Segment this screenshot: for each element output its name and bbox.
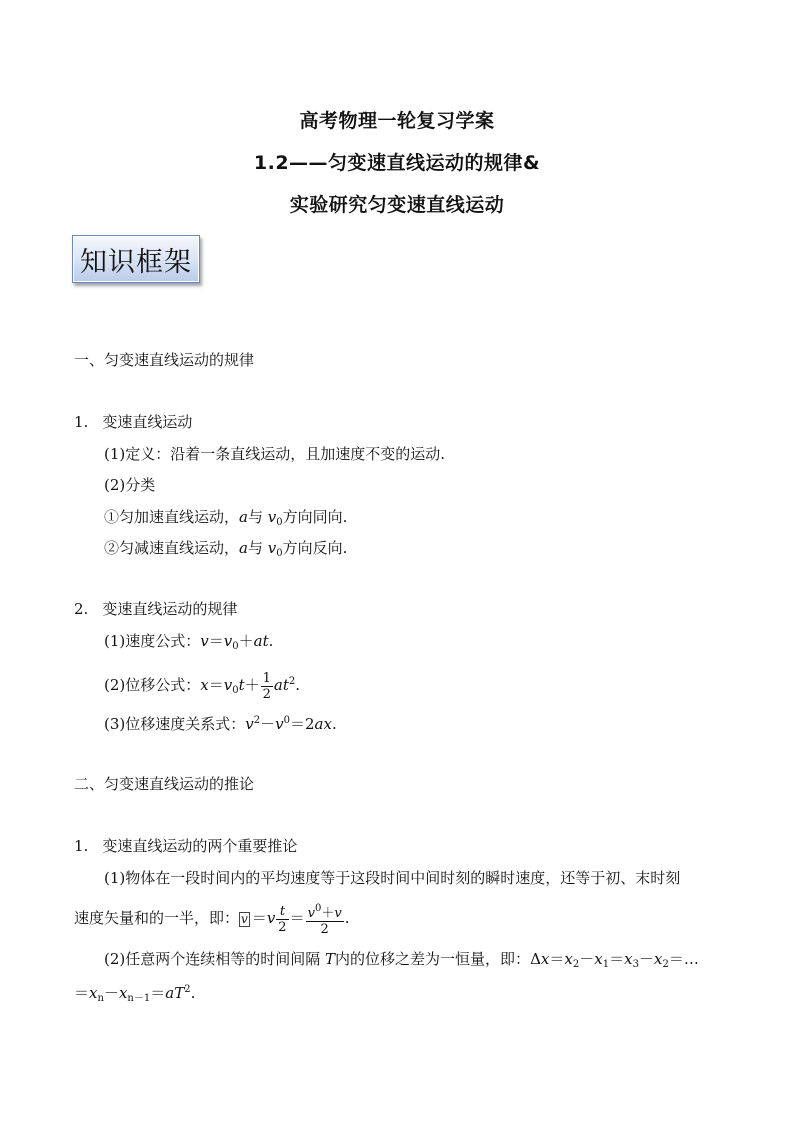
badge-label: 知识框架 — [80, 246, 192, 278]
definition-line: (1)定义：沿着一条直线运动，且加速度不变的运动. — [104, 445, 446, 463]
classification-line: (2)分类 — [104, 476, 156, 494]
average-velocity-symbol: v — [241, 912, 248, 926]
displacement-formula: (2)位移公式：$x=v_0t+$ $\frac{1}{2}$ $at^2$. — [104, 670, 301, 702]
item-number: 1. — [74, 837, 89, 855]
inference-2-line-2: $=x_n-x_{n-1}=aT^2$. — [74, 984, 196, 1004]
section-2-heading: 二、匀变速直线运动的推论 — [74, 775, 255, 793]
item-title: 变速直线运动的两个重要推论 — [102, 837, 298, 855]
inference-1-line-1: (1)物体在一段时间内的平均速度等于这段时间中间时刻的瞬时速度，还等于初、末时刻 — [104, 869, 681, 887]
inference-2-line-1: (2)任意两个连续相等的时间间隔 T内的位移之差为一恒量，即：$\Delta x=x_2-x_1=x_3-x_2=\dots$ — [104, 950, 699, 970]
decel-line: ②匀减速直线运动，a与 $v_0$方向反向. — [104, 539, 348, 559]
knowledge-framework-badge — [72, 235, 200, 283]
doc-subtitle-2: 实验研究匀变速直线运动 — [289, 194, 505, 216]
velocity-formula: (1)速度公式：$v=v_0+at$. — [104, 632, 274, 652]
accel-line: ①匀加速直线运动，a与 $v_0$方向同向. — [104, 508, 348, 528]
inference-1-line-2: 速度矢量和的一半，即： v ＝v $\frac{t}{2}$ ＝ $\frac{v^0+v}{2}$ . — [74, 903, 350, 937]
relation-formula: (3)位移速度关系式：$v^2-v^0=2ax$. — [104, 715, 337, 733]
item-1-title — [74, 412, 192, 432]
doc-subtitle: 1.2——匀变速直线运动的规律& — [253, 152, 541, 174]
item-title: 变速直线运动的规律 — [102, 600, 238, 618]
item-number: 1. — [74, 413, 89, 431]
item-number: 2. — [74, 600, 89, 618]
section-1-heading: 一、匀变速直线运动的规律 — [74, 351, 255, 369]
inference-title — [74, 836, 297, 856]
item-title: 变速直线运动 — [102, 413, 193, 431]
item-2-title — [74, 599, 237, 619]
doc-title: 高考物理一轮复习学案 — [299, 110, 495, 132]
